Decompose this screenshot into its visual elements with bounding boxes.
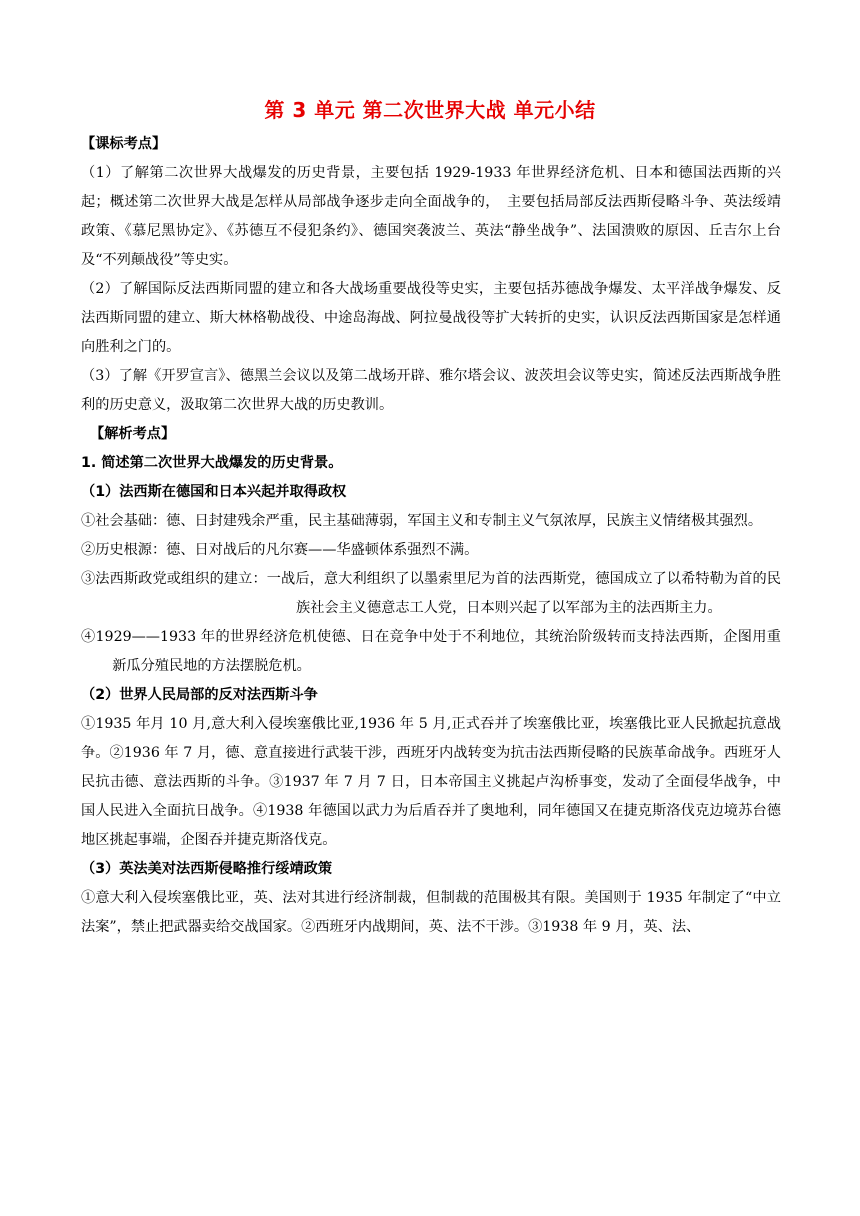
list-item: ②历史根源：德、日对战后的凡尔赛——华盛顿体系强烈不满。 [81, 542, 479, 558]
paragraph: ①意大利入侵埃塞俄比亚，英、法对其进行经济制裁，但制裁的范围极其有限。美国则于 1935 年制定了“中立法案”，禁止把武器卖给交战国家。②西班牙内战期间，英、法不干涉。③1938 年 9 月，英、法、 [81, 890, 781, 935]
paragraph: ①1935 年月 10 月,意大利入侵埃塞俄比亚,1936 年 5 月,正式吞并了埃塞俄比亚，埃塞俄比亚人民掀起抗意战争。②1936 年 7 月，德、意直接进行武装干涉，西班牙内战转变为抗击法西斯侵略的民族革命战争。西班牙人民抗击德、意法西斯的斗争。③1937 年 7 月 7 日，日本帝国主义挑起卢沟桥事变，发动了全面侵华战争，中国人民进入全面抗日战争。④1938 年德国以武力为后盾吞并了奥地利，同年德国又在捷克斯洛伐克边境苏台德地区挑起事端，企图吞并捷克斯洛伐克。 [81, 716, 781, 848]
paragraph: （1）了解第二次世界大战爆发的历史背景，主要包括 1929-1933 年世界经济危机、日本和德国法西斯的兴起；概述第二次世界大战是怎样从局部战争逐步走向全面战争的， 主要包括局部反法西斯侵略斗争、英法绥靖政策、《慕尼黑协定》、《苏德互不侵犯条约》、德国突袭波兰、英法“静坐战争”、法国溃败的原因、丘吉尔上台及“不列颠战役”等史实。 [81, 165, 781, 268]
subsection-heading: （3）英法美对法西斯侵略推行绥靖政策 [81, 861, 333, 877]
section-heading: 【课标考点】 [81, 136, 167, 152]
list-item: ①社会基础：德、日封建残余严重，民主基础薄弱，军国主义和专制主义气氛浓厚，民族主义情绪极其强烈。 [81, 513, 763, 529]
document-body [81, 130, 781, 942]
section-heading: 【解析考点】 [90, 426, 176, 442]
subsection-heading: （2）世界人民局部的反对法西斯斗争 [81, 687, 318, 703]
subsection-heading: （1）法西斯在德国和日本兴起并取得政权 [81, 484, 347, 500]
page-title: 第 3 单元 第二次世界大战 单元小结 [264, 98, 596, 122]
paragraph: （3）了解《开罗宣言》、德黑兰会议以及第二战场开辟、雅尔塔会议、波茨坦会议等史实，简述反法西斯战争胜利的历史意义，汲取第二次世界大战的历史教训。 [81, 368, 781, 413]
list-item: ③法西斯政党或组织的建立：一战后，意大利组织了以墨索里尼为首的法西斯党，德国成立了以希特勒为首的民族社会主义德意志工人党，日本则兴起了以军部为主的法西斯主力。 [81, 571, 781, 616]
paragraph: （2）了解国际反法西斯同盟的建立和各大战场重要战役等史实，主要包括苏德战争爆发、太平洋战争爆发、反法西斯同盟的建立、斯大林格勒战役、中途岛海战、阿拉曼战役等扩大转折的史实，认识反法西斯国家是怎样通向胜利之门的。 [81, 281, 781, 355]
question-heading: 1. 简述第二次世界大战爆发的历史背景。 [81, 455, 343, 471]
list-item: ④1929——1933 年的世界经济危机使德、日在竞争中处于不利地位，其统治阶级转而支持法西斯，企图用重新瓜分殖民地的方法摆脱危机。 [81, 629, 781, 674]
